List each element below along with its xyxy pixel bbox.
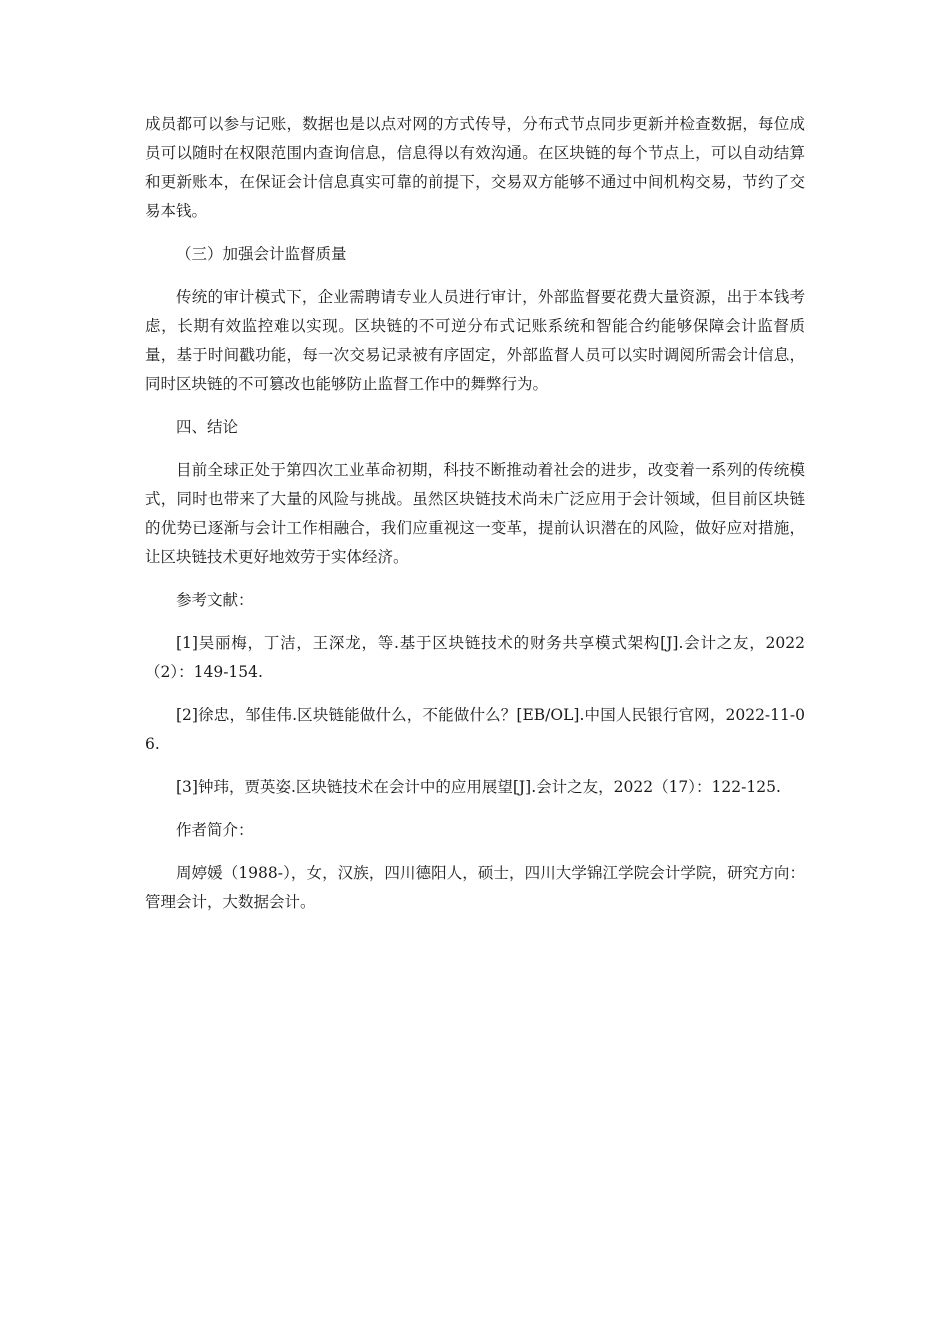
author-bio: 周婷媛（1988-），女，汉族，四川德阳人，硕士，四川大学锦江学院会计学院，研究方向：管理会计，大数据会计。 xyxy=(145,864,805,911)
section-heading-conclusion: 四、结论 xyxy=(176,418,239,436)
document-page xyxy=(145,110,805,931)
reference-1: [1]吴丽梅，丁洁，王深龙，等.基于区块链技术的财务共享模式架构[J].会计之友，2022（2）：149-154. xyxy=(145,634,805,681)
paragraph-audit-supervision: 传统的审计模式下，企业需聘请专业人员进行审计，外部监督要花费大量资源，出于本钱考虑，长期有效监控难以实现。区块链的不可逆分布式记账系统和智能合约能够保障会计监督质量，基于时间戳功能，每一次交易记录被有序固定，外部监督人员可以实时调阅所需会计信息，同时区块链的不可篡改也能够防止监督工作中的舞弊行为。 xyxy=(145,288,805,393)
paragraph-continuation: 成员都可以参与记账，数据也是以点对网的方式传导，分布式节点同步更新并检查数据，每位成员可以随时在权限范围内查询信息，信息得以有效沟通。在区块链的每个节点上，可以自动结算和更新账本，在保证会计信息真实可靠的前提下，交易双方能够不通过中间机构交易，节约了交易本钱。 xyxy=(145,115,805,220)
author-title: 作者简介： xyxy=(176,821,254,839)
paragraph-conclusion: 目前全球正处于第四次工业革命初期，科技不断推动着社会的进步，改变着一系列的传统模式，同时也带来了大量的风险与挑战。虽然区块链技术尚未广泛应用于会计领域，但目前区块链的优势已逐渐与会计工作相融合，我们应重视这一变革，提前认识潜在的风险，做好应对措施，让区块链技术更好地效劳于实体经济。 xyxy=(145,461,805,566)
reference-3: [3]钟玮，贾英姿.区块链技术在会计中的应用展望[J].会计之友，2022（17）：122-125. xyxy=(176,778,781,796)
references-title: 参考文献： xyxy=(176,591,254,609)
reference-2: [2]徐忠，邹佳伟.区块链能做什么，不能做什么？[EB/OL].中国人民银行官网，2022-11-06. xyxy=(145,706,805,753)
section-heading-3: （三）加强会计监督质量 xyxy=(176,245,347,263)
